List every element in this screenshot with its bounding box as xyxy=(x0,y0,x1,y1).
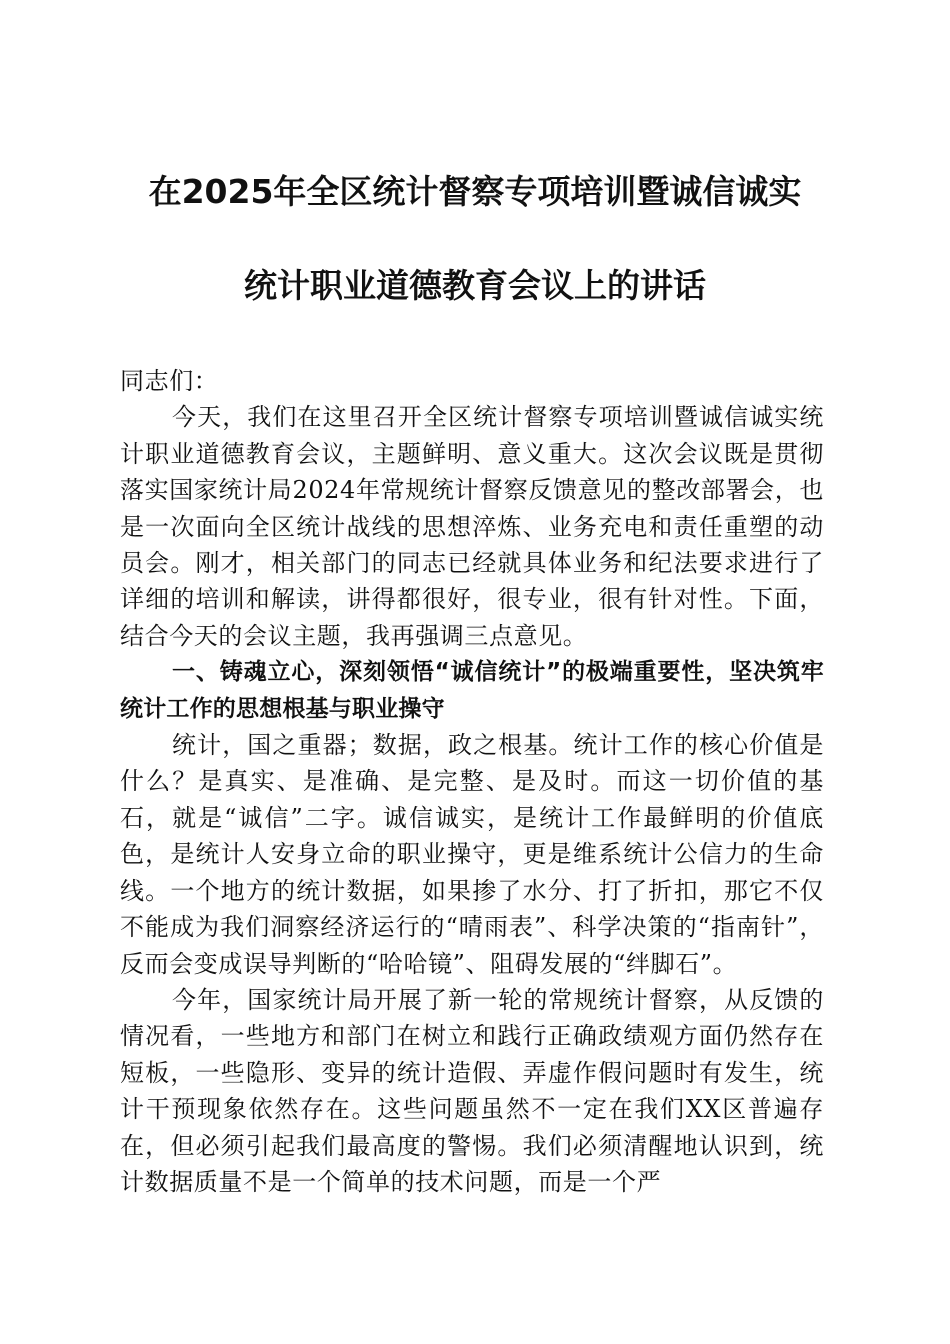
document-body xyxy=(120,363,824,1200)
paragraph-inspection-findings: 今年，国家统计局开展了新一轮的常规统计督察，从反馈的情况看，一些地方和部门在树立和践行正确政绩观方面仍然存在短板，一些隐形、变异的统计造假、弄虚作假问题时有发生，统计干预现象依然存在。这些问题虽然不一定在我们XX区普遍存在，但必须引起我们最高度的警惕。我们必须清醒地认识到，统计数据质量不是一个简单的技术问题，而是一个严 xyxy=(120,985,824,1196)
paragraph-intro: 今天，我们在这里召开全区统计督察专项培训暨诚信诚实统计职业道德教育会议，主题鲜明、意义重大。这次会议既是贯彻落实国家统计局2024年常规统计督察反馈意见的整改部署会，也是一次面向全区统计战线的思想淬炼、业务充电和责任重塑的动员会。刚才，相关部门的同志已经就具体业务和纪法要求进行了详细的培训和解读，讲得都很好，很专业，很有针对性。下面，结合今天的会议主题，我再强调三点意见。 xyxy=(120,403,824,650)
document-title-line-2: 统计职业道德教育会议上的讲话 xyxy=(244,266,706,305)
salutation: 同志们： xyxy=(120,367,219,395)
section-heading-1: 一、铸魂立心，深刻领悟“诚信统计”的极端重要性，坚决筑牢统计工作的思想根基与职业操守 xyxy=(120,659,824,722)
paragraph-statistics-importance: 统计，国之重器；数据，政之根基。统计工作的核心价值是什么？是真实、是准确、是完整、是及时。而这一切价值的基石，就是“诚信”二字。诚信诚实，是统计工作最鲜明的价值底色，是统计人安身立命的职业操守，更是维系统计公信力的生命线。一个地方的统计数据，如果掺了水分、打了折扣，那它不仅不能成为我们洞察经济运行的“晴雨表”、科学决策的“指南针”，反而会变成误导判断的“哈哈镜”、阻碍发展的“绊脚石”。 xyxy=(120,731,824,978)
document-title-line-1: 在2025年全区统计督察专项培训暨诚信诚实 xyxy=(148,172,802,211)
